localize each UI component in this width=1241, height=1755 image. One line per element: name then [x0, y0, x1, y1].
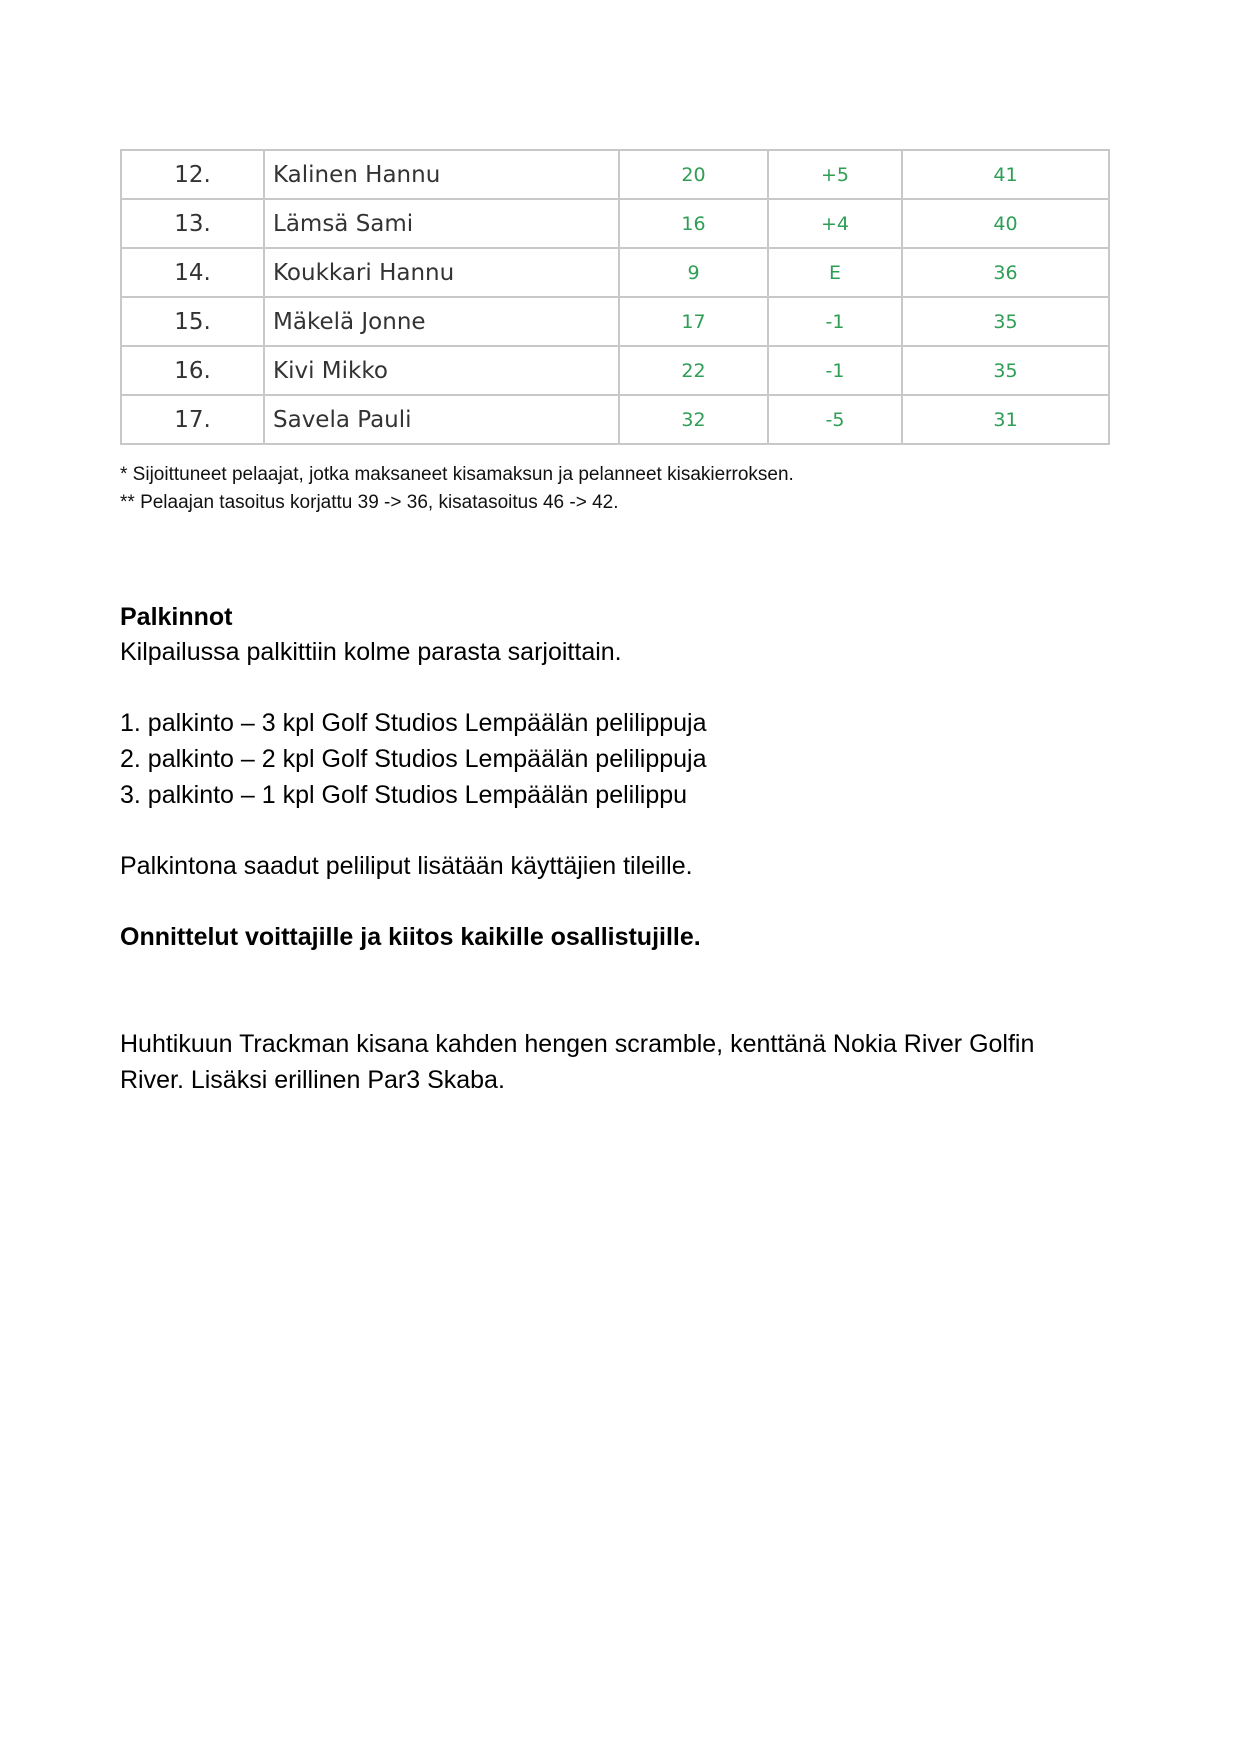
player-name-cell: Koukkari Hannu [264, 248, 619, 297]
points-cell: 40 [902, 199, 1109, 248]
rank-cell: 12. [121, 150, 264, 199]
points-cell: 31 [902, 395, 1109, 444]
score-cell: E [768, 248, 902, 297]
player-name-cell: Kivi Mikko [264, 346, 619, 395]
player-name-cell: Kalinen Hannu [264, 150, 619, 199]
player-name-cell: Savela Pauli [264, 395, 619, 444]
player-name-cell: Mäkelä Jonne [264, 297, 619, 346]
table-row [121, 346, 1109, 395]
points-cell: 35 [902, 346, 1109, 395]
table-row [121, 199, 1109, 248]
rank-cell: 16. [121, 346, 264, 395]
handicap-cell: 17 [619, 297, 768, 346]
list-item: 3. palkinto – 1 kpl Golf Studios Lempäälän pelilippu [120, 781, 688, 809]
table-row [121, 297, 1109, 346]
congratulations-text: Onnittelut voittajille ja kiitos kaikille osallistujille. [120, 923, 701, 951]
handicap-cell: 32 [619, 395, 768, 444]
handicap-cell: 9 [619, 248, 768, 297]
list-item: 2. palkinto – 2 kpl Golf Studios Lempäälän pelilippuja [120, 745, 707, 773]
prizes-heading: Palkinnot [120, 603, 233, 631]
points-cell: 41 [902, 150, 1109, 199]
score-cell: -5 [768, 395, 902, 444]
rank-cell: 15. [121, 297, 264, 346]
prizes-note: Palkintona saadut peliliput lisätään käyttäjien tileille. [120, 852, 693, 880]
rank-cell: 17. [121, 395, 264, 444]
prize-list [120, 705, 707, 813]
score-cell: -1 [768, 297, 902, 346]
list-item: 1. palkinto – 3 kpl Golf Studios Lempäälän pelilippuja [120, 709, 707, 737]
rank-cell: 13. [121, 199, 264, 248]
footnote-placed-players: * Sijoittuneet pelaajat, jotka maksaneet kisamaksun ja pelanneet kisakierroksen. [120, 464, 794, 485]
table-row [121, 150, 1109, 199]
score-cell: +5 [768, 150, 902, 199]
table-row [121, 248, 1109, 297]
next-event-line-1: Huhtikuun Trackman kisana kahden hengen scramble, kenttänä Nokia River Golfin [120, 1030, 1035, 1058]
footnote-handicap-correction: ** Pelaajan tasoitus korjattu 39 -> 36, kisatasoitus 46 -> 42. [120, 492, 619, 513]
handicap-cell: 20 [619, 150, 768, 199]
prizes-intro: Kilpailussa palkittiin kolme parasta sarjoittain. [120, 638, 622, 666]
table-row [121, 395, 1109, 444]
next-event-text [120, 1026, 1034, 1098]
handicap-cell: 16 [619, 199, 768, 248]
rank-cell: 14. [121, 248, 264, 297]
table-footnotes [120, 461, 794, 517]
handicap-cell: 22 [619, 346, 768, 395]
next-event-line-2: River. Lisäksi erillinen Par3 Skaba. [120, 1066, 505, 1094]
results-table [120, 149, 1110, 445]
points-cell: 35 [902, 297, 1109, 346]
score-cell: -1 [768, 346, 902, 395]
score-cell: +4 [768, 199, 902, 248]
player-name-cell: Lämsä Sami [264, 199, 619, 248]
points-cell: 36 [902, 248, 1109, 297]
